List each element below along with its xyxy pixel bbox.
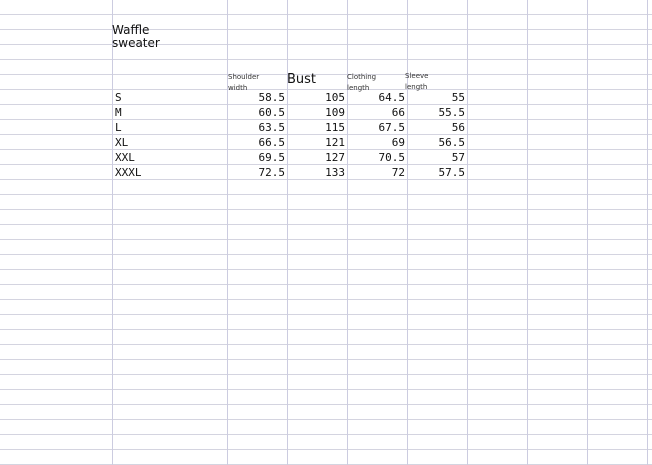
row-divider [0, 224, 652, 225]
row-divider [0, 134, 652, 135]
shoulder-cell[interactable]: 63.5 [258, 121, 285, 134]
clothing-cell[interactable]: 64.5 [378, 91, 405, 104]
column-divider [112, 0, 113, 465]
sleeve-cell[interactable]: 56.5 [438, 136, 465, 149]
shoulder-cell[interactable]: 60.5 [258, 106, 285, 119]
bust-cell[interactable]: 115 [325, 121, 345, 134]
size-cell[interactable]: M [115, 106, 122, 119]
row-divider [0, 74, 652, 75]
row-divider [0, 419, 652, 420]
clothing-cell[interactable]: 69 [391, 136, 405, 149]
header-sleeve-line-1: Sleeve [405, 72, 429, 80]
header-shoulder-line-2: width [228, 84, 248, 92]
row-divider [0, 179, 652, 180]
sleeve-cell[interactable]: 56 [451, 121, 465, 134]
row-divider [0, 119, 652, 120]
title-line-1: Waffle [112, 23, 150, 37]
row-divider [0, 344, 652, 345]
size-cell[interactable]: XXXL [115, 166, 142, 179]
row-divider [0, 14, 652, 15]
size-cell[interactable]: S [115, 91, 122, 104]
column-divider [227, 0, 228, 465]
clothing-cell[interactable]: 66 [391, 106, 405, 119]
row-divider [0, 389, 652, 390]
clothing-cell[interactable]: 70.5 [378, 151, 405, 164]
row-divider [0, 284, 652, 285]
bust-cell[interactable]: 121 [325, 136, 345, 149]
row-divider [0, 89, 652, 90]
clothing-cell[interactable]: 67.5 [378, 121, 405, 134]
sleeve-cell[interactable]: 55 [451, 91, 465, 104]
column-divider [287, 0, 288, 465]
row-divider [0, 239, 652, 240]
header-bust[interactable]: Bust [287, 72, 317, 87]
clothing-cell[interactable]: 72 [391, 166, 405, 179]
row-divider [0, 149, 652, 150]
header-shoulder-line-1: Shoulder [228, 73, 260, 81]
column-divider [587, 0, 588, 465]
sleeve-cell[interactable]: 55.5 [438, 106, 465, 119]
row-divider [0, 194, 652, 195]
shoulder-cell[interactable]: 72.5 [258, 166, 285, 179]
row-divider [0, 434, 652, 435]
sleeve-cell[interactable]: 57 [451, 151, 465, 164]
shoulder-cell[interactable]: 69.5 [258, 151, 285, 164]
bust-cell[interactable]: 105 [325, 91, 345, 104]
size-cell[interactable]: L [115, 121, 122, 134]
header-sleeve-line-2: length [405, 83, 428, 91]
row-divider [0, 314, 652, 315]
column-divider [347, 0, 348, 465]
row-divider [0, 104, 652, 105]
row-divider [0, 209, 652, 210]
row-divider [0, 299, 652, 300]
bust-cell[interactable]: 109 [325, 106, 345, 119]
row-divider [0, 44, 652, 45]
sleeve-cell[interactable]: 57.5 [438, 166, 465, 179]
shoulder-cell[interactable]: 58.5 [258, 91, 285, 104]
size-cell[interactable]: XXL [115, 151, 135, 164]
column-divider [527, 0, 528, 465]
column-divider [467, 0, 468, 465]
bust-cell[interactable]: 127 [325, 151, 345, 164]
row-divider [0, 359, 652, 360]
header-clothing-line-1: Clothing [347, 73, 377, 81]
row-divider [0, 29, 652, 30]
column-divider [407, 0, 408, 465]
shoulder-cell[interactable]: 66.5 [258, 136, 285, 149]
row-divider [0, 59, 652, 60]
size-cell[interactable]: XL [115, 136, 129, 149]
bust-cell[interactable]: 133 [325, 166, 345, 179]
row-divider [0, 374, 652, 375]
row-divider [0, 269, 652, 270]
header-clothing-line-2: length [347, 84, 370, 92]
row-divider [0, 164, 652, 165]
header-sleeve-length[interactable] [405, 71, 428, 93]
column-divider [647, 0, 648, 465]
sheet-title-cell[interactable] [112, 24, 160, 50]
row-divider [0, 404, 652, 405]
row-divider [0, 329, 652, 330]
row-divider [0, 254, 652, 255]
row-divider [0, 449, 652, 450]
title-line-2: sweater [112, 36, 160, 50]
